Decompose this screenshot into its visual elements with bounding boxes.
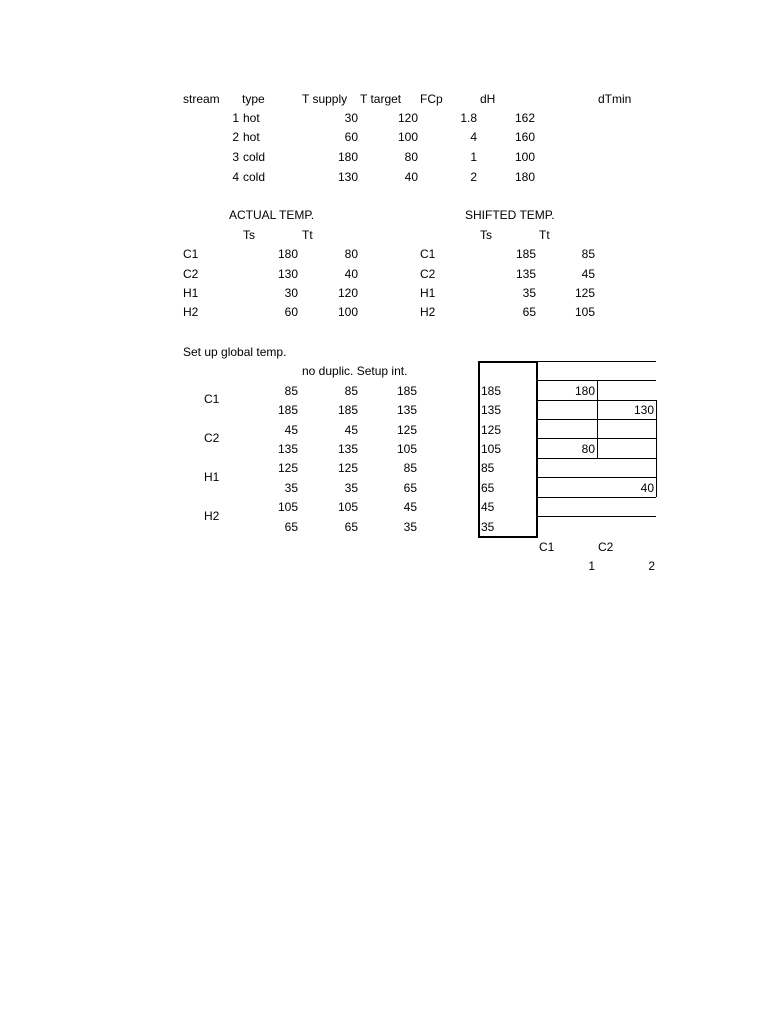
global-cell: 135 [277, 442, 298, 456]
stream-dh: 100 [515, 150, 536, 164]
header-type: type [242, 92, 265, 106]
grid-line [538, 361, 656, 362]
stream-type: hot [243, 111, 260, 125]
global-cell: 35 [344, 481, 358, 495]
c2-stream-line [656, 400, 657, 497]
shifted-stream-name: H1 [420, 286, 436, 300]
actual-tt: 120 [337, 286, 358, 300]
shifted-stream-name: C1 [420, 247, 436, 261]
global-cell: 135 [337, 442, 358, 456]
grid-line [538, 477, 656, 478]
c1-stream-line [597, 380, 598, 458]
stream-t-supply: 30 [344, 111, 358, 125]
global-cell: 45 [344, 423, 358, 437]
global-cell: 185 [337, 403, 358, 417]
global-cell: 65 [403, 481, 417, 495]
stream-t-target: 40 [404, 170, 418, 184]
stream-t-target: 100 [397, 130, 418, 144]
stream-number: 3 [232, 150, 239, 164]
global-cell: 185 [277, 403, 298, 417]
header-t-supply: T supply [302, 92, 348, 106]
stream-fcp: 1 [470, 150, 477, 164]
stream-fcp: 1.8 [460, 111, 477, 125]
c2-bottom-value: 40 [640, 481, 654, 495]
stream-fcp: 2 [470, 170, 477, 184]
global-cell: 185 [396, 384, 417, 398]
header-dh: dH [480, 92, 496, 106]
grid-column-label: C2 [598, 540, 614, 554]
shifted-temp-title: SHIFTED TEMP. [465, 208, 555, 222]
shifted-tt: 105 [574, 305, 595, 319]
global-temp-title: Set up global temp. [183, 345, 287, 359]
stream-type: cold [243, 170, 266, 184]
shifted-stream-name: C2 [420, 267, 436, 281]
stream-t-supply: 60 [344, 130, 358, 144]
interval-temp: 45 [481, 500, 495, 514]
global-group-label: C2 [204, 431, 220, 445]
shifted-stream-name: H2 [420, 305, 436, 319]
actual-stream-name: H2 [183, 305, 199, 319]
stream-t-supply: 180 [337, 150, 358, 164]
global-cell: 85 [344, 384, 358, 398]
global-temp-subtitle: no duplic. Setup int. [302, 364, 408, 378]
interval-temp: 105 [481, 442, 502, 456]
header-t-target: T target [360, 92, 402, 106]
shifted-tt: 45 [581, 267, 595, 281]
c1-bottom-value: 80 [581, 442, 595, 456]
interval-temp: 65 [481, 481, 495, 495]
header-fcp: FCp [420, 92, 443, 106]
stream-number: 2 [232, 130, 239, 144]
interval-temp: 35 [481, 520, 495, 534]
stream-dh: 160 [515, 130, 536, 144]
interval-temp: 135 [481, 403, 502, 417]
global-cell: 105 [396, 442, 417, 456]
global-cell: 135 [396, 403, 417, 417]
actual-tt: 80 [344, 247, 358, 261]
header-stream: stream [183, 92, 220, 106]
c2-top-value: 130 [633, 403, 654, 417]
actual-tt-header: Tt [302, 228, 313, 242]
global-cell: 105 [277, 500, 298, 514]
global-cell: 35 [284, 481, 298, 495]
stream-fcp: 4 [470, 130, 477, 144]
actual-stream-name: C1 [183, 247, 199, 261]
actual-stream-name: H1 [183, 286, 199, 300]
shifted-ts-header: Ts [480, 228, 492, 242]
shifted-ts: 185 [515, 247, 536, 261]
stream-dh: 162 [515, 111, 536, 125]
grid-column-number: 1 [588, 559, 595, 573]
global-cell: 45 [284, 423, 298, 437]
shifted-tt-header: Tt [539, 228, 550, 242]
global-group-label: H2 [204, 509, 220, 523]
global-cell: 35 [403, 520, 417, 534]
stream-number: 4 [232, 170, 239, 184]
stream-dh: 180 [515, 170, 536, 184]
actual-ts: 180 [277, 247, 298, 261]
shifted-ts: 135 [515, 267, 536, 281]
global-cell: 65 [344, 520, 358, 534]
shifted-tt: 85 [581, 247, 595, 261]
stream-number: 1 [232, 111, 239, 125]
c1-top-value: 180 [574, 384, 595, 398]
global-group-label: H1 [204, 470, 220, 484]
actual-ts: 30 [284, 286, 298, 300]
interval-temp: 85 [481, 461, 495, 475]
actual-ts: 60 [284, 305, 298, 319]
actual-tt: 100 [337, 305, 358, 319]
global-cell: 105 [337, 500, 358, 514]
grid-line [538, 516, 656, 517]
stream-type: cold [243, 150, 266, 164]
shifted-tt: 125 [574, 286, 595, 300]
global-cell: 85 [403, 461, 417, 475]
global-cell: 65 [284, 520, 298, 534]
actual-stream-name: C2 [183, 267, 199, 281]
stream-type: hot [243, 130, 260, 144]
interval-temp: 185 [481, 384, 502, 398]
stream-t-supply: 130 [337, 170, 358, 184]
shifted-ts: 65 [522, 305, 536, 319]
grid-line [538, 497, 656, 498]
stream-t-target: 80 [404, 150, 418, 164]
grid-column-label: C1 [539, 540, 555, 554]
global-cell: 125 [277, 461, 298, 475]
actual-ts-header: Ts [243, 228, 255, 242]
global-cell: 45 [403, 500, 417, 514]
shifted-ts: 35 [522, 286, 536, 300]
grid-line [538, 458, 656, 459]
global-cell: 85 [284, 384, 298, 398]
grid-column-number: 2 [648, 559, 655, 573]
header-dtmin: dTmin [598, 92, 632, 106]
global-cell: 125 [337, 461, 358, 475]
stream-t-target: 120 [397, 111, 418, 125]
global-cell: 125 [396, 423, 417, 437]
actual-ts: 130 [277, 267, 298, 281]
actual-temp-title: ACTUAL TEMP. [229, 208, 315, 222]
global-group-label: C1 [204, 392, 220, 406]
actual-tt: 40 [344, 267, 358, 281]
interval-temp: 125 [481, 423, 502, 437]
